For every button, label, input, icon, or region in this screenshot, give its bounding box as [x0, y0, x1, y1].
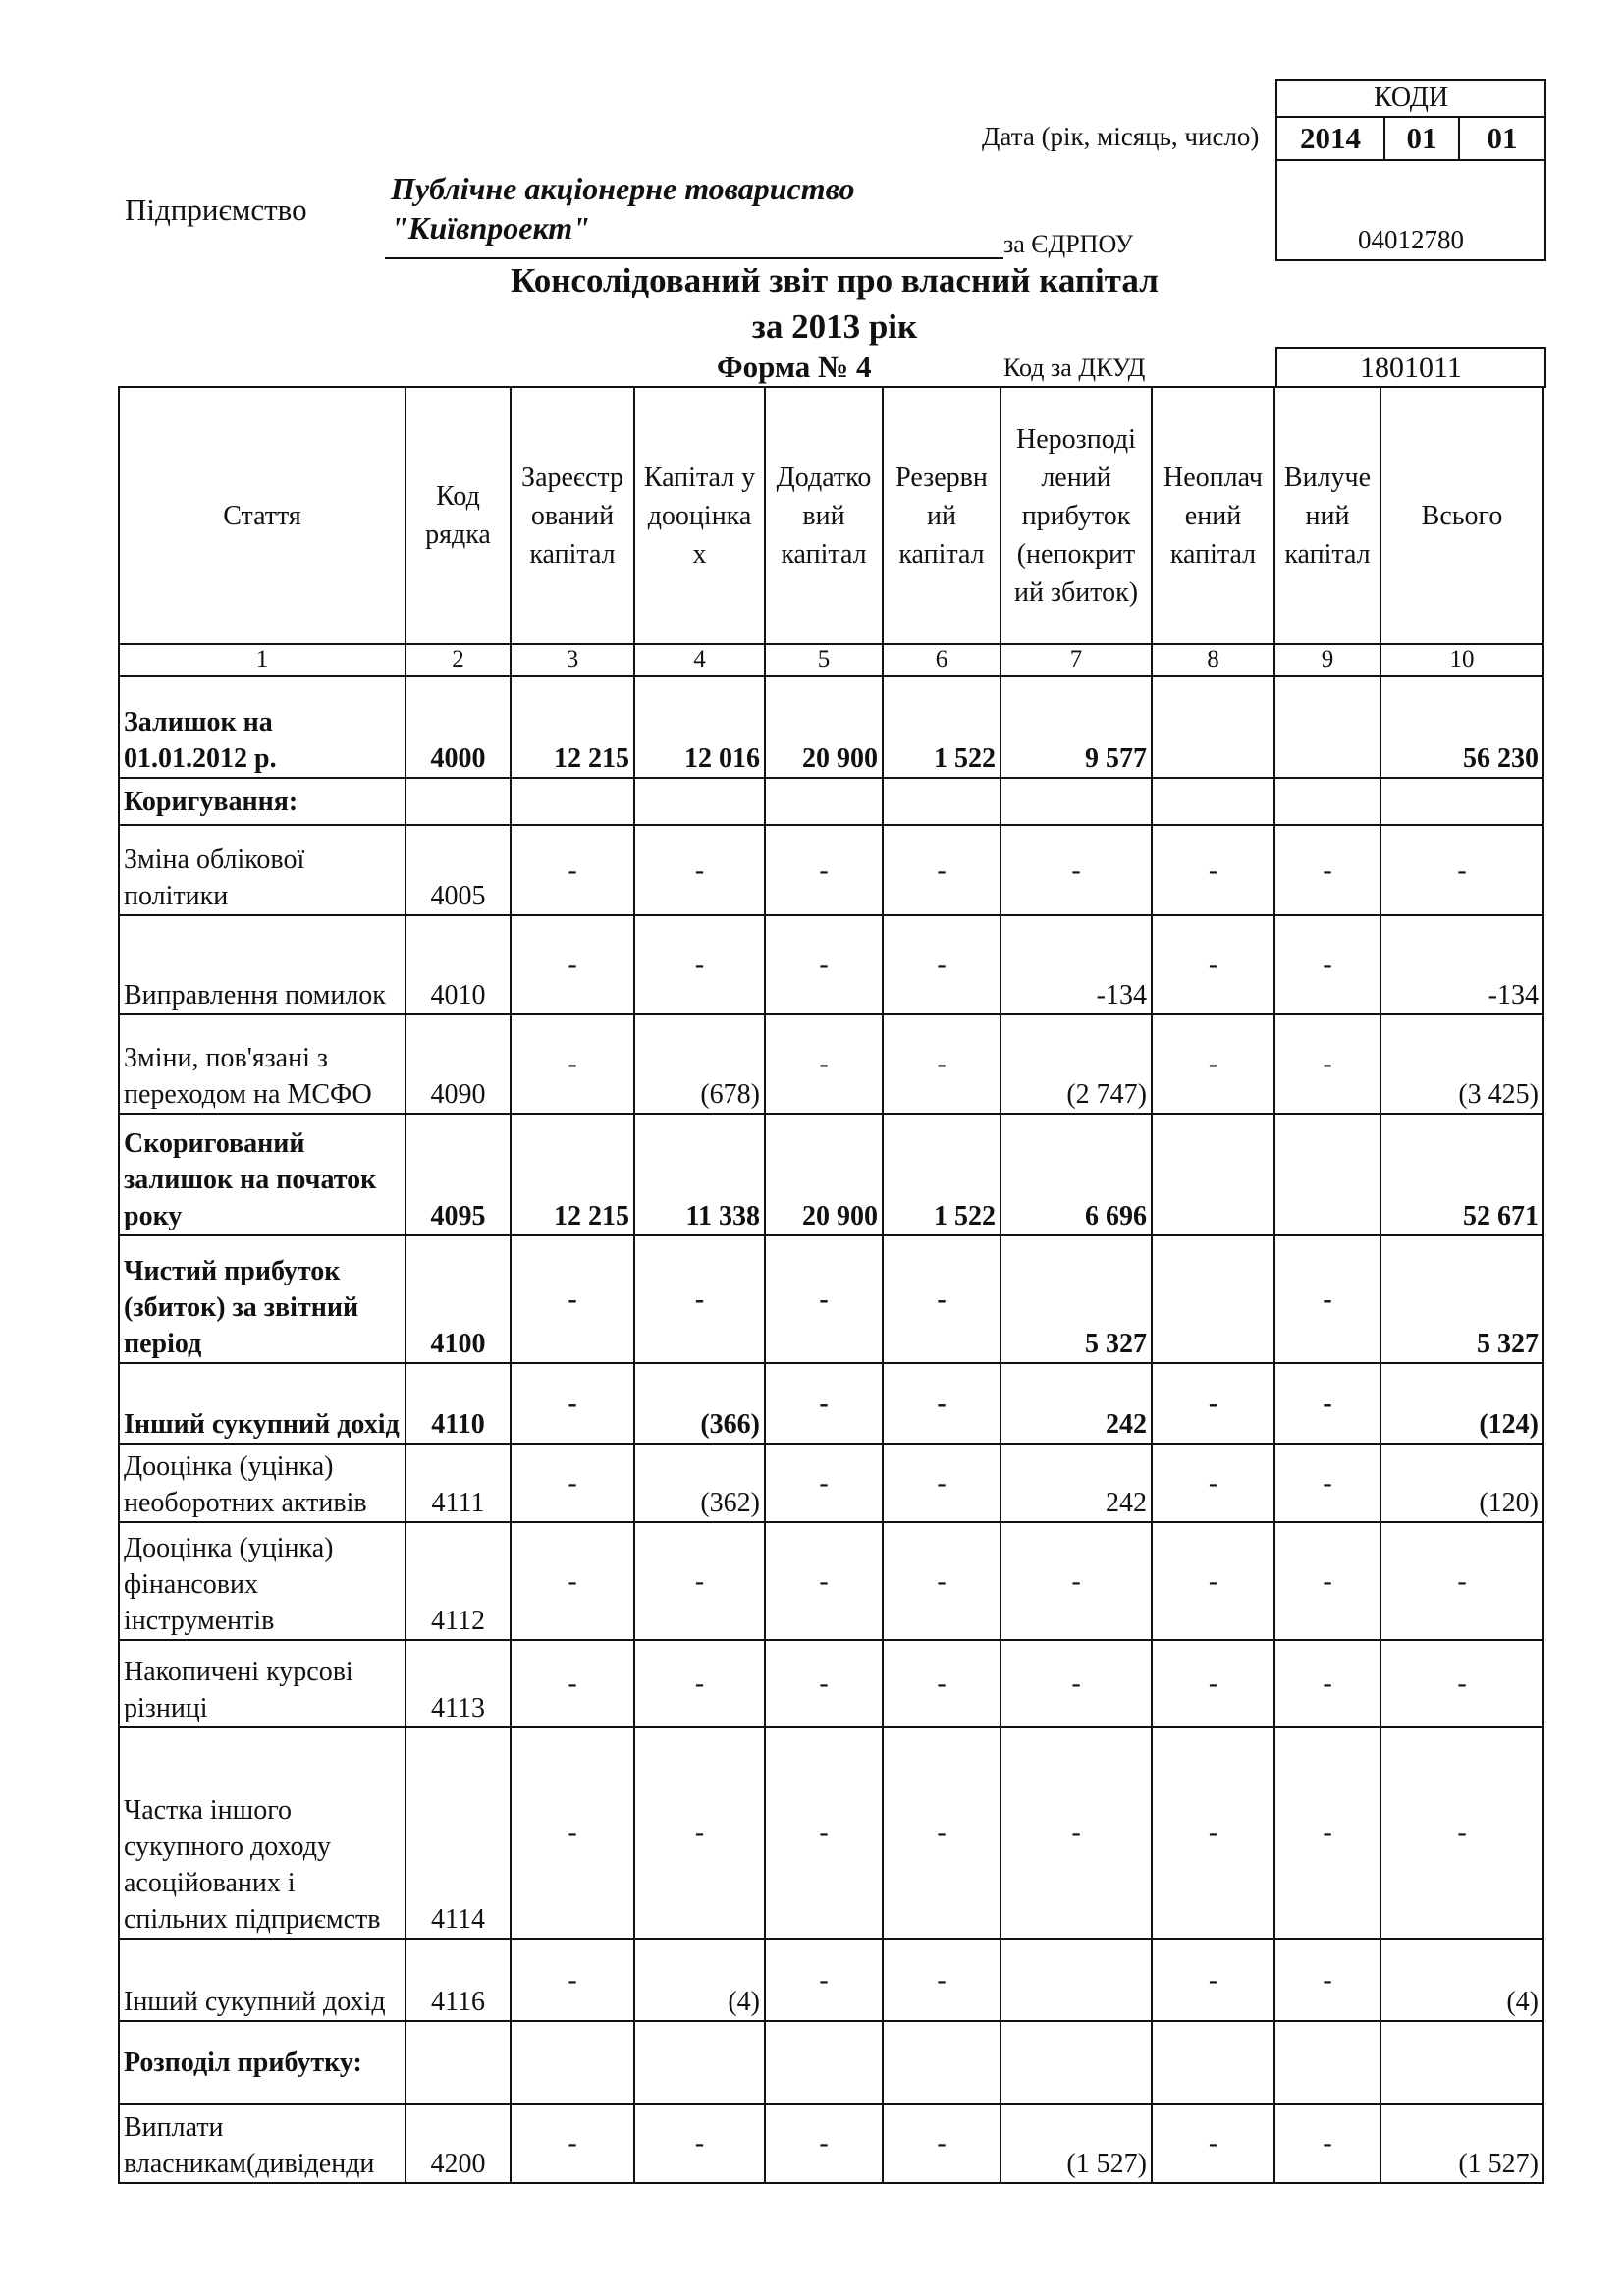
cell-value: -: [634, 1727, 765, 1939]
row-code: 4100: [406, 1235, 511, 1363]
enterprise-label: Підприємство: [125, 192, 307, 227]
date-day: 01: [1487, 121, 1518, 155]
col-number: 4: [634, 644, 765, 676]
table-row: [119, 1235, 1543, 1363]
cell-value: -: [634, 2104, 765, 2183]
row-code: 4110: [406, 1363, 511, 1444]
cell-value: -: [1274, 1727, 1380, 1939]
col-number: 6: [883, 644, 1001, 676]
cell-value: -: [511, 1727, 634, 1939]
row-label: Виплати власникам(дивіденди: [119, 2104, 406, 2183]
col-number: 10: [1380, 644, 1543, 676]
row-code: 4111: [406, 1444, 511, 1522]
cell-value: -: [1274, 1444, 1380, 1522]
row-label: Коригування:: [119, 778, 406, 825]
enterprise-name-line1: Публічне акціонерне товариство: [391, 171, 855, 206]
cell-value: -134: [1380, 915, 1543, 1014]
cell-value: 242: [1001, 1444, 1152, 1522]
row-code: 4090: [406, 1014, 511, 1114]
cell-value: -: [634, 1235, 765, 1363]
row-label: Залишок на 01.01.2012 р.: [119, 676, 406, 778]
cell-value: -: [634, 915, 765, 1014]
col-number: 9: [1274, 644, 1380, 676]
row-label: Дооцінка (уцінка) необоротних активів: [119, 1444, 406, 1522]
enterprise-underline: [385, 257, 1003, 259]
cell-value: -: [1274, 825, 1380, 915]
cell-value: 5 327: [1380, 1235, 1543, 1363]
cell-value: -: [883, 825, 1001, 915]
table-row: [119, 2021, 1543, 2104]
table-row: [119, 2104, 1543, 2183]
cell-value: -: [883, 1444, 1001, 1522]
cell-value: -: [1152, 2104, 1274, 2183]
row-code: 4113: [406, 1640, 511, 1727]
col-number: 3: [511, 644, 634, 676]
cell-value: -: [883, 1939, 1001, 2021]
cell-value: -: [883, 1640, 1001, 1727]
row-label: Частка іншого сукупного доходу асоційованих і спільних підприємств: [119, 1727, 406, 1939]
cell-value: -: [634, 825, 765, 915]
column-number-row: [119, 644, 1543, 676]
cell-value: [1380, 2021, 1543, 2104]
cell-value: -: [511, 1640, 634, 1727]
cell-value: -: [1274, 1522, 1380, 1640]
cell-value: -: [883, 1522, 1001, 1640]
cell-value: -: [511, 1235, 634, 1363]
row-code: 4005: [406, 825, 511, 915]
cell-value: -: [1152, 1014, 1274, 1114]
cell-value: 12 215: [511, 676, 634, 778]
table-header-row: [119, 387, 1543, 644]
cell-value: -: [634, 1522, 765, 1640]
col-header: Вилуче ний капітал: [1274, 387, 1380, 644]
cell-value: -: [883, 1014, 1001, 1114]
cell-value: 11 338: [634, 1114, 765, 1235]
cell-value: (2 747): [1001, 1014, 1152, 1114]
row-label: Зміна облікової політики: [119, 825, 406, 915]
cell-value: -: [511, 1939, 634, 2021]
cell-value: (1 527): [1380, 2104, 1543, 2183]
table-row: [119, 1939, 1543, 2021]
cell-value: -: [1274, 1939, 1380, 2021]
cell-value: -134: [1001, 915, 1152, 1014]
cell-value: (362): [634, 1444, 765, 1522]
row-label: Інший сукупний дохід: [119, 1939, 406, 2021]
cell-value: -: [511, 825, 634, 915]
cell-value: [1274, 2021, 1380, 2104]
cell-value: -: [765, 1727, 883, 1939]
codes-header: КОДИ: [1277, 81, 1544, 118]
cell-value: [511, 778, 634, 825]
cell-value: -: [1152, 1444, 1274, 1522]
cell-value: -: [634, 1640, 765, 1727]
dkud-label: Код за ДКУД: [1003, 354, 1146, 382]
cell-value: -: [1274, 915, 1380, 1014]
cell-value: -: [1274, 1014, 1380, 1114]
cell-value: (124): [1380, 1363, 1543, 1444]
cell-value: [765, 2021, 883, 2104]
cell-value: -: [765, 1444, 883, 1522]
cell-value: -: [1001, 1727, 1152, 1939]
cell-value: -: [1152, 1939, 1274, 2021]
cell-value: [765, 778, 883, 825]
col-number: 1: [119, 644, 406, 676]
cell-value: -: [765, 1363, 883, 1444]
row-label: Скоригований залишок на початок року: [119, 1114, 406, 1235]
cell-value: [634, 778, 765, 825]
cell-value: -: [1380, 1727, 1543, 1939]
cell-value: -: [765, 825, 883, 915]
col-number: 5: [765, 644, 883, 676]
cell-value: -: [511, 1363, 634, 1444]
row-code: [406, 778, 511, 825]
cell-value: [1001, 2021, 1152, 2104]
row-label: Дооцінка (уцінка) фінансових інструментів: [119, 1522, 406, 1640]
cell-value: 6 696: [1001, 1114, 1152, 1235]
cell-value: -: [765, 1640, 883, 1727]
cell-value: [883, 778, 1001, 825]
cell-value: 20 900: [765, 1114, 883, 1235]
col-header: Стаття: [119, 387, 406, 644]
row-code: 4010: [406, 915, 511, 1014]
cell-value: -: [1152, 1363, 1274, 1444]
cell-value: 12 215: [511, 1114, 634, 1235]
dkud-code: 1801011: [1275, 347, 1546, 388]
cell-value: -: [883, 2104, 1001, 2183]
edrpou-label: за ЄДРПОУ: [1003, 230, 1134, 258]
cell-value: [1274, 676, 1380, 778]
cell-value: [1152, 2021, 1274, 2104]
cell-value: (3 425): [1380, 1014, 1543, 1114]
cell-value: -: [883, 1363, 1001, 1444]
cell-value: [1001, 778, 1152, 825]
cell-value: -: [765, 1522, 883, 1640]
report-period: за 2013 рік: [751, 307, 918, 346]
cell-value: 20 900: [765, 676, 883, 778]
row-label: Накопичені курсові різниці: [119, 1640, 406, 1727]
cell-value: -: [1001, 825, 1152, 915]
cell-value: [883, 2021, 1001, 2104]
row-code: 4200: [406, 2104, 511, 2183]
cell-value: -: [1274, 2104, 1380, 2183]
cell-value: -: [511, 1444, 634, 1522]
equity-table: [118, 386, 1544, 2184]
cell-value: -: [1152, 1640, 1274, 1727]
cell-value: [1152, 1114, 1274, 1235]
cell-value: -: [765, 1235, 883, 1363]
edrpou-code: 04012780: [1358, 225, 1464, 254]
col-number: 8: [1152, 644, 1274, 676]
cell-value: -: [1001, 1640, 1152, 1727]
cell-value: -: [765, 1939, 883, 2021]
cell-value: -: [1152, 915, 1274, 1014]
table-row: [119, 915, 1543, 1014]
date-codes: [1277, 118, 1544, 161]
row-label: Виправлення помилок: [119, 915, 406, 1014]
cell-value: [1152, 676, 1274, 778]
table-row: [119, 1727, 1543, 1939]
cell-value: 56 230: [1380, 676, 1543, 778]
row-code: 4112: [406, 1522, 511, 1640]
cell-value: 242: [1001, 1363, 1152, 1444]
table-row: [119, 1640, 1543, 1727]
col-header: Додатко вий капітал: [765, 387, 883, 644]
cell-value: -: [1152, 1522, 1274, 1640]
row-label: Розподіл прибутку:: [119, 2021, 406, 2104]
cell-value: (120): [1380, 1444, 1543, 1522]
cell-value: -: [883, 1235, 1001, 1363]
codes-box: [1275, 79, 1546, 261]
cell-value: -: [765, 2104, 883, 2183]
cell-value: [1274, 778, 1380, 825]
enterprise-name-line2: "Київпроект": [391, 210, 590, 246]
cell-value: (1 527): [1001, 2104, 1152, 2183]
cell-value: 1 522: [883, 1114, 1001, 1235]
cell-value: -: [1274, 1235, 1380, 1363]
table-row: [119, 1522, 1543, 1640]
table-row: [119, 1014, 1543, 1114]
cell-value: -: [1380, 1522, 1543, 1640]
cell-value: -: [765, 1014, 883, 1114]
cell-value: -: [1274, 1640, 1380, 1727]
row-code: 4095: [406, 1114, 511, 1235]
cell-value: -: [765, 915, 883, 1014]
date-year: 2014: [1277, 118, 1385, 159]
cell-value: -: [1152, 1727, 1274, 1939]
row-code: 4000: [406, 676, 511, 778]
date-label: Дата (рік, місяць, число): [982, 122, 1260, 151]
cell-value: 52 671: [1380, 1114, 1543, 1235]
table-row: [119, 676, 1543, 778]
cell-value: -: [1152, 825, 1274, 915]
cell-value: [1152, 778, 1274, 825]
cell-value: 5 327: [1001, 1235, 1152, 1363]
report-title: Консолідований звіт про власний капітал: [511, 261, 1159, 300]
cell-value: -: [511, 2104, 634, 2183]
row-code: 4114: [406, 1727, 511, 1939]
col-header: Резервн ий капітал: [883, 387, 1001, 644]
cell-value: -: [511, 1014, 634, 1114]
cell-value: (4): [634, 1939, 765, 2021]
col-number: 7: [1001, 644, 1152, 676]
cell-value: -: [1380, 1640, 1543, 1727]
cell-value: (4): [1380, 1939, 1543, 2021]
cell-value: -: [883, 1727, 1001, 1939]
cell-value: -: [1380, 825, 1543, 915]
col-header: Код рядка: [406, 387, 511, 644]
cell-value: [1274, 1114, 1380, 1235]
cell-value: [1001, 1939, 1152, 2021]
col-header: Капітал у дооцінка х: [634, 387, 765, 644]
cell-value: [1152, 1235, 1274, 1363]
cell-value: [1380, 778, 1543, 825]
cell-value: -: [1274, 1363, 1380, 1444]
col-number: 2: [406, 644, 511, 676]
table-row: [119, 825, 1543, 915]
cell-value: -: [511, 1522, 634, 1640]
row-code: 4116: [406, 1939, 511, 2021]
col-header: Всього: [1380, 387, 1543, 644]
col-header: Нерозподі лений прибуток (непокрит ий збиток): [1001, 387, 1152, 644]
cell-value: 12 016: [634, 676, 765, 778]
cell-value: -: [883, 915, 1001, 1014]
row-label: Чистий прибуток (збиток) за звітний період: [119, 1235, 406, 1363]
table-row: [119, 1114, 1543, 1235]
table-body: [119, 676, 1543, 2183]
table-row: [119, 1363, 1543, 1444]
col-header: Зареєстр ований капітал: [511, 387, 634, 644]
cell-value: 9 577: [1001, 676, 1152, 778]
cell-value: -: [511, 915, 634, 1014]
cell-value: -: [1001, 1522, 1152, 1640]
cell-value: [634, 2021, 765, 2104]
cell-value: 1 522: [883, 676, 1001, 778]
date-month: 01: [1385, 118, 1460, 159]
row-label: Інший сукупний дохід: [119, 1363, 406, 1444]
form-label: Форма № 4: [717, 350, 872, 384]
row-label: Зміни, пов'язані з переходом на МСФО: [119, 1014, 406, 1114]
row-code: [406, 2021, 511, 2104]
col-header: Неоплач ений капітал: [1152, 387, 1274, 644]
table-row: [119, 778, 1543, 825]
cell-value: (366): [634, 1363, 765, 1444]
cell-value: (678): [634, 1014, 765, 1114]
table-row: [119, 1444, 1543, 1522]
cell-value: [511, 2021, 634, 2104]
